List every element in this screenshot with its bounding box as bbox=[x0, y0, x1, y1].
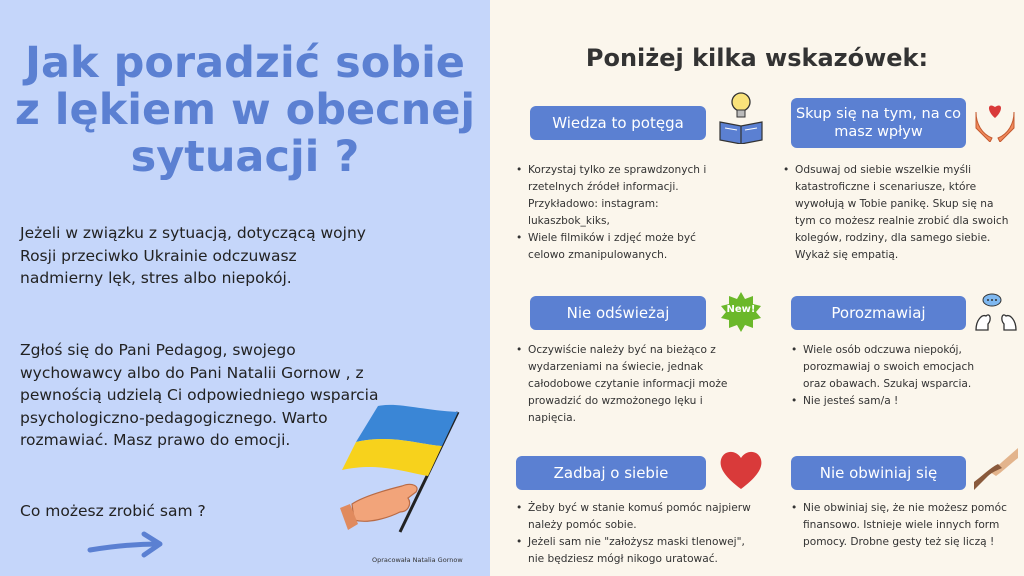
credit-text: Opracowała Natalia Gornow bbox=[372, 556, 463, 564]
main-title: Jak poradzić sobie z lękiem w obecnej sytuacji ? bbox=[14, 38, 476, 182]
tip-pill-focus: Skup się na tym, na co masz wpływ bbox=[791, 98, 966, 148]
ukraine-flag-hand-icon bbox=[338, 400, 468, 540]
tips-list-self-care bbox=[516, 500, 756, 568]
tips-list-talk bbox=[791, 342, 991, 410]
tip-item: • Korzystaj tylko ze sprawdzonych i rzetelnych źródeł informacji. Przykładowo: instagram: lukaszbok_kiks, bbox=[516, 162, 726, 230]
tips-list-knowledge bbox=[516, 162, 726, 264]
tips-list-no-blame bbox=[791, 500, 1021, 551]
tip-item: • Żeby być w stanie komuś pomóc najpierw należy pomóc sobie. bbox=[516, 500, 756, 534]
tip-pill-self-care: Zadbaj o siebie bbox=[516, 456, 706, 490]
tip-item: • Wiele osób odczuwa niepokój, porozmawiaj o swoich emocjach oraz obawach. Szukaj wsparcia. bbox=[791, 342, 991, 393]
tip-pill-knowledge: Wiedza to potęga bbox=[530, 106, 706, 140]
light-bulb-book-icon bbox=[716, 88, 766, 144]
tip-item: • Nie jesteś sam/a ! bbox=[791, 393, 991, 410]
helping-hands-icon bbox=[972, 446, 1020, 492]
tip-item: • Jeżeli sam nie "założysz maski tlenowej", nie będziesz mógł nikogo uratować. bbox=[516, 534, 756, 568]
arrow-right-icon bbox=[86, 528, 166, 562]
tip-pill-no-refresh: Nie odświeżaj bbox=[530, 296, 706, 330]
hands-heart-icon bbox=[972, 98, 1018, 142]
tip-item: • Odsuwaj od siebie wszelkie myśli katastroficzne i scenariusze, które wywołują w Tobie panikę. Skup się na tym co możesz realnie zrobić dla swoich kolegów, rodziny, dla samego siebie. Wykaż się empatią. bbox=[783, 162, 1015, 264]
people-talking-icon bbox=[972, 290, 1020, 334]
question-text: Co możesz zrobić sam ? bbox=[20, 502, 206, 520]
tip-item: • Oczywiście należy być na bieżąco z wydarzeniami na świecie, jednak całodobowe czytanie informacji może prowadzić do wzmożonego lęku i napięcia. bbox=[516, 342, 736, 427]
new-badge-label: New! bbox=[726, 304, 756, 315]
tip-item: • Nie obwiniaj się, że nie możesz pomóc finansowo. Istnieje wiele innych form pomocy. Drobne gesty też się liczą ! bbox=[791, 500, 1021, 551]
tip-pill-no-blame: Nie obwiniaj się bbox=[791, 456, 966, 490]
tips-title: Poniżej kilka wskazówek: bbox=[585, 44, 929, 72]
tip-pill-talk: Porozmawiaj bbox=[791, 296, 966, 330]
contact-text: Zgłoś się do Pani Pedagog, swojego wychowawcy albo do Pani Natalii Gornow , z pewnością udzielą Ci odpowiedniego wsparcia psychologiczno-pedagogicznego. Warto rozmawiać. Masz prawo do emocji. bbox=[20, 341, 379, 449]
intro-text: Jeżeli w związku z sytuacją, dotyczącą wojny Rosji przeciwko Ukrainie odczuwasz nadmierny lęk, stres albo niepokój. bbox=[20, 224, 366, 287]
heart-icon bbox=[718, 449, 764, 491]
tips-list-focus bbox=[783, 162, 1015, 264]
new-badge-icon bbox=[720, 291, 762, 333]
tip-item: • Wiele filmików i zdjęć może być celowo zmanipulowanych. bbox=[516, 230, 726, 264]
tips-list-no-refresh bbox=[516, 342, 736, 427]
